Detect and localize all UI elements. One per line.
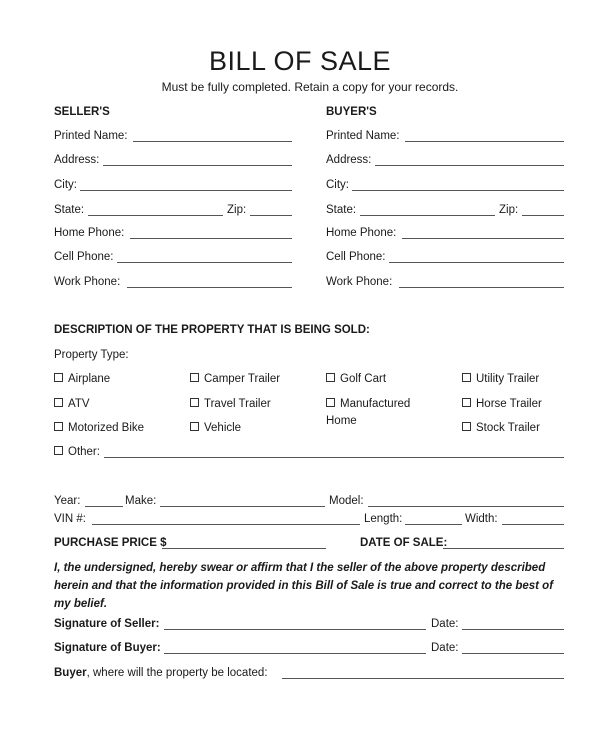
model-field[interactable] (368, 506, 564, 507)
purchase-price-field[interactable] (162, 548, 326, 549)
checkbox-icon (54, 422, 63, 431)
checkbox-stock-trailer[interactable] (462, 422, 540, 434)
date-of-sale-field[interactable] (443, 548, 564, 549)
checkbox-airplane-label: Airplane (68, 373, 111, 385)
checkbox-stock-trailer-label: Stock Trailer (476, 422, 540, 434)
property-type-label: Property Type: (54, 349, 129, 361)
buyer-home-phone-field[interactable] (402, 238, 564, 239)
seller-state-field[interactable] (88, 215, 223, 216)
other-field[interactable] (104, 457, 564, 458)
buyer-work-phone-field[interactable] (399, 287, 564, 288)
checkbox-icon (326, 373, 335, 382)
year-label: Year: (54, 495, 81, 507)
model-label: Model: (329, 495, 364, 507)
buyer-zip-label: Zip: (499, 204, 519, 216)
checkbox-motorized-bike-label: Motorized Bike (68, 422, 145, 434)
checkbox-manufactured-home-label: Manufactured (340, 398, 411, 410)
purchase-price-label: PURCHASE PRICE $ (54, 537, 167, 549)
buyer-work-phone-label: Work Phone: (326, 276, 393, 288)
checkbox-camper-trailer-label: Camper Trailer (204, 373, 281, 385)
vin-label: VIN #: (54, 513, 86, 525)
seller-printed-name-label: Printed Name: (54, 130, 128, 142)
checkbox-icon (54, 398, 63, 407)
seller-heading: SELLER'S (54, 106, 110, 118)
checkbox-icon (462, 373, 471, 382)
buyer-signature-date-label: Date: (431, 642, 459, 654)
checkbox-travel-trailer[interactable] (190, 398, 271, 410)
checkbox-manufactured-home[interactable] (326, 398, 410, 410)
checkbox-manufactured-home-label-line2: Home (326, 415, 357, 427)
seller-cell-phone-field[interactable] (117, 262, 292, 263)
checkbox-utility-trailer[interactable] (462, 373, 539, 385)
buyer-signature-date-field[interactable] (462, 653, 564, 654)
buyer-home-phone-label: Home Phone: (326, 227, 397, 239)
buyer-address-label: Address: (326, 154, 372, 166)
checkbox-camper-trailer[interactable] (190, 373, 280, 385)
checkbox-icon (190, 422, 199, 431)
width-label: Width: (465, 513, 498, 525)
checkbox-horse-trailer-label: Horse Trailer (476, 398, 542, 410)
buyer-signature-label: Signature of Buyer: (54, 642, 161, 654)
declaration-text: I, the undersigned, hereby swear or affirm that I the seller of the above property described herein and that the information provided in this Bill of Sale is true and correct to the best of my belief. (54, 562, 554, 610)
seller-address-label: Address: (54, 154, 100, 166)
checkbox-horse-trailer[interactable] (462, 398, 542, 410)
seller-address-field[interactable] (103, 165, 292, 166)
seller-work-phone-label: Work Phone: (54, 276, 121, 288)
buyer-city-label: City: (326, 179, 349, 191)
checkbox-icon (190, 398, 199, 407)
seller-cell-phone-label: Cell Phone: (54, 251, 114, 263)
buyer-zip-field[interactable] (522, 215, 564, 216)
seller-zip-label: Zip: (227, 204, 247, 216)
page-title: BILL OF SALE (208, 46, 392, 76)
checkbox-golf-cart[interactable] (326, 373, 386, 385)
seller-signature-date-field[interactable] (462, 629, 564, 630)
buyer-printed-name-label: Printed Name: (326, 130, 400, 142)
property-heading: DESCRIPTION OF THE PROPERTY THAT IS BEING SOLD: (54, 324, 370, 336)
year-field[interactable] (85, 506, 123, 507)
checkbox-vehicle[interactable] (190, 422, 241, 434)
width-field[interactable] (502, 524, 564, 525)
buyer-city-field[interactable] (352, 190, 564, 191)
checkbox-icon (54, 373, 63, 382)
make-label: Make: (125, 495, 157, 507)
property-location-label-rest: , where will the property be located: (86, 667, 268, 679)
make-field[interactable] (160, 506, 325, 507)
checkbox-icon (54, 446, 63, 455)
checkbox-golf-cart-label: Golf Cart (340, 373, 387, 385)
checkbox-atv-label: ATV (68, 398, 90, 410)
checkbox-vehicle-label: Vehicle (204, 422, 242, 434)
property-location-label (54, 667, 268, 679)
length-field[interactable] (405, 524, 462, 525)
checkbox-other-label: Other: (68, 446, 100, 458)
checkbox-icon (462, 422, 471, 431)
property-location-label-bold: Buyer (54, 667, 87, 679)
date-of-sale-label: DATE OF SALE: (360, 537, 448, 549)
seller-signature-field[interactable] (164, 629, 426, 630)
buyer-cell-phone-field[interactable] (389, 262, 564, 263)
seller-city-label: City: (54, 179, 77, 191)
seller-zip-field[interactable] (250, 215, 292, 216)
vin-field[interactable] (92, 524, 360, 525)
checkbox-travel-trailer-label: Travel Trailer (204, 398, 271, 410)
buyer-state-label: State: (326, 204, 357, 216)
buyer-address-field[interactable] (375, 165, 564, 166)
page-subtitle: Must be fully completed. Retain a copy for your records. (161, 80, 459, 94)
seller-work-phone-field[interactable] (127, 287, 292, 288)
seller-home-phone-label: Home Phone: (54, 227, 125, 239)
buyer-printed-name-field[interactable] (405, 141, 564, 142)
checkbox-icon (190, 373, 199, 382)
length-label: Length: (364, 513, 403, 525)
checkbox-airplane[interactable] (54, 373, 110, 385)
seller-printed-name-field[interactable] (133, 141, 292, 142)
buyer-cell-phone-label: Cell Phone: (326, 251, 386, 263)
buyer-signature-field[interactable] (164, 653, 426, 654)
buyer-heading: BUYER'S (326, 106, 377, 118)
property-location-field[interactable] (282, 678, 564, 679)
checkbox-other[interactable] (54, 446, 100, 458)
checkbox-icon (462, 398, 471, 407)
checkbox-icon (326, 398, 335, 407)
checkbox-atv[interactable] (54, 398, 90, 410)
checkbox-motorized-bike[interactable] (54, 422, 144, 434)
seller-state-label: State: (54, 204, 85, 216)
checkbox-utility-trailer-label: Utility Trailer (476, 373, 540, 385)
seller-signature-date-label: Date: (431, 618, 459, 630)
seller-city-field[interactable] (80, 190, 292, 191)
seller-signature-label: Signature of Seller: (54, 618, 160, 630)
seller-home-phone-field[interactable] (130, 238, 292, 239)
buyer-state-field[interactable] (360, 215, 495, 216)
